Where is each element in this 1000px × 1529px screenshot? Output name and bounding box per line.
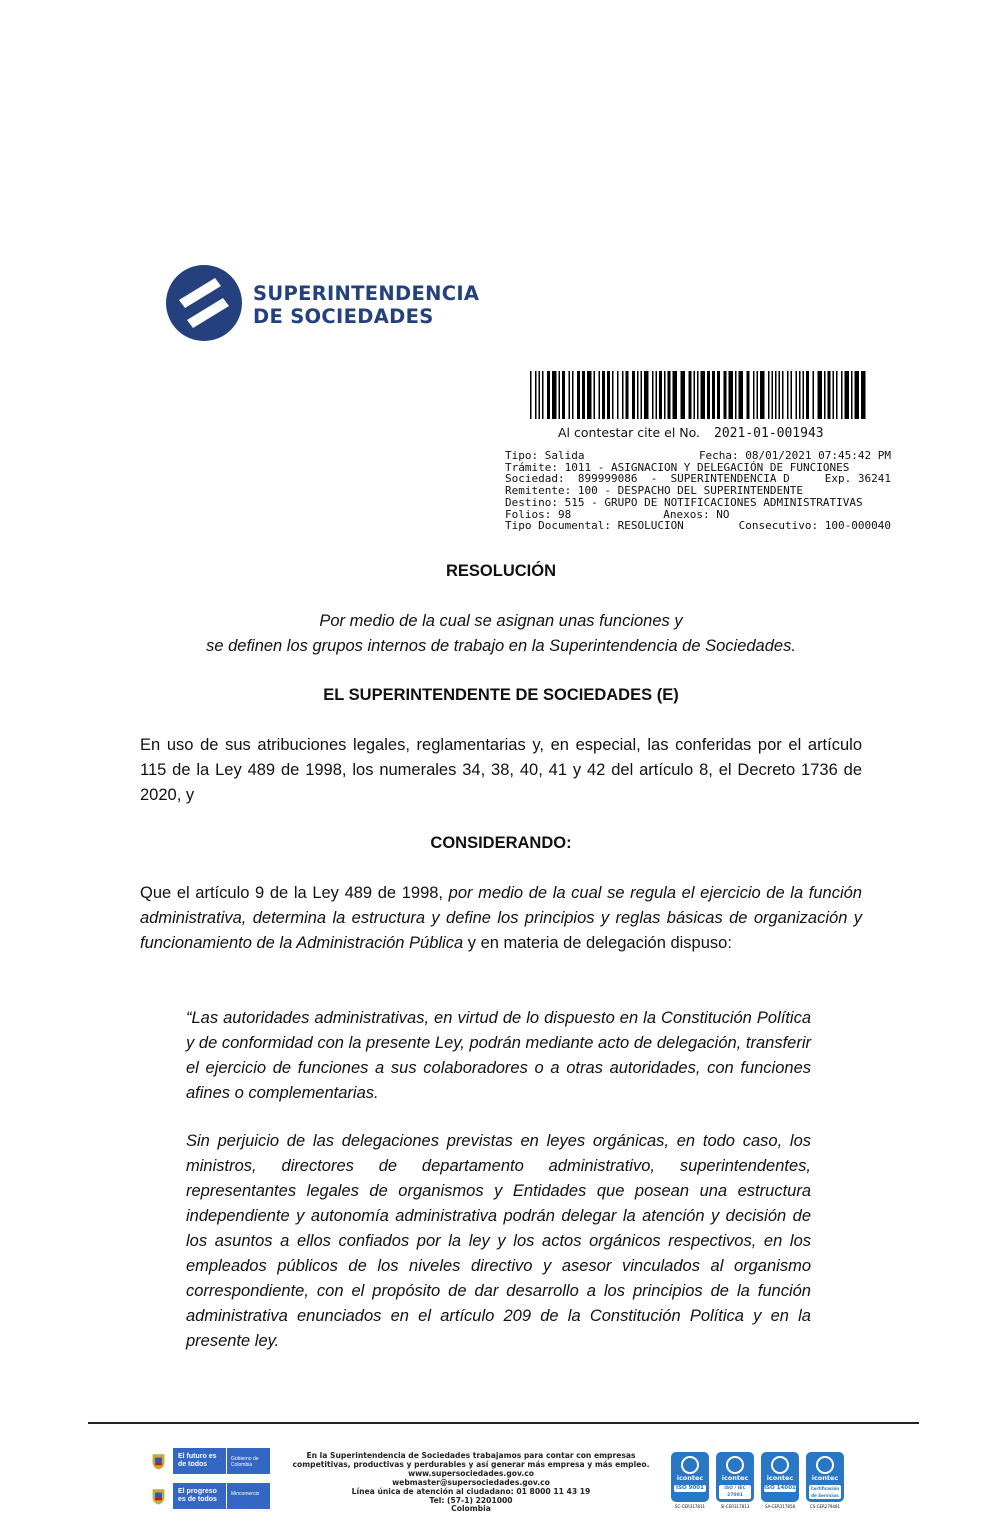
subtitle-line-2: se definen los grupos internos de trabajo en la Superintendencia de Sociedades.	[206, 637, 796, 655]
barcode-bar	[582, 371, 585, 419]
considerando-paragraph-1	[140, 881, 862, 956]
barcode-bar	[828, 371, 831, 419]
iso-code: SA-CER317858	[764, 1504, 796, 1509]
logo-line-1: SUPERINTENDENCIA	[253, 282, 480, 305]
considerando-heading: CONSIDERANDO:	[430, 834, 572, 852]
document-title: RESOLUCIÓN	[445, 562, 556, 580]
barcode-bar	[845, 371, 850, 419]
barcode-bar	[782, 371, 784, 419]
barcode-bar	[659, 371, 662, 419]
barcode-bar	[599, 371, 601, 419]
stamp-exp: Exp. 36241	[824, 472, 891, 486]
barcode-bar	[617, 371, 619, 419]
stamp-destino: Destino: 515 - GRUPO DE NOTIFICACIONES ADMINISTRATIVAS	[505, 495, 863, 509]
cite-number: 2021-01-001943	[714, 426, 824, 441]
barcode-bar	[779, 371, 781, 419]
barcode-bar	[668, 371, 671, 419]
barcode-bar	[701, 371, 706, 419]
quote-paragraph-2: Sin perjuicio de las delegaciones previstas en leyes orgánicas, en todo caso, los ministros, directores de departamento administrativo, superintendentes, representantes legales de organismos y Entidades que posean una estructura independiente y autonomía administrativa podrán delegar la atención y decisión de los asuntos a ellos confiados por la ley y los actos orgánicos respectivos, en los empleados públicos de los niveles directivo y asesor vinculados al organismo correspondiente, con el propósito de dar desarrollo a los principios de la función administrativa enunciados en el artículo 209 de la Constitución Política y en la presente ley.	[186, 1132, 811, 1350]
footer-hotline: Línea única de atención al ciudadano: 01 8000 11 43 19	[351, 1486, 591, 1496]
barcode-bar	[697, 371, 699, 419]
certification-icon	[681, 1456, 699, 1474]
colombia-crest-icon	[150, 1485, 167, 1507]
barcode-bar	[587, 371, 592, 419]
barcode-bar	[707, 371, 710, 419]
barcode-bar	[559, 371, 561, 419]
barcode-bar	[787, 371, 789, 419]
barcode-bar	[673, 371, 678, 419]
barcode-bar	[689, 371, 692, 419]
barcode-bar	[729, 371, 734, 419]
gov-badge-progreso	[150, 1483, 270, 1509]
barcode-bar	[855, 371, 860, 419]
barcode-bar	[552, 371, 557, 419]
barcode-bar	[535, 371, 537, 419]
barcode-bar	[569, 371, 571, 419]
iso-code: SC-CER317811	[674, 1504, 706, 1509]
barcode-bar	[836, 371, 838, 419]
iso-badge-3	[761, 1452, 801, 1512]
barcode-bar	[656, 371, 658, 419]
barcode-bar	[818, 371, 823, 419]
stamp-tipo: Tipo: Salida	[505, 449, 585, 462]
barcode-bar	[694, 371, 696, 419]
barcode-bar	[652, 371, 654, 419]
barcode-bar	[530, 371, 532, 419]
para1-law-title: por medio de la cual se regula el ejercicio de la función administrativa, determina la estructura y define los principios y reglas básicas de organización y funcionamiento de la Administración Pública	[140, 884, 862, 952]
entity-logo	[165, 264, 495, 344]
barcode-bar	[622, 371, 624, 419]
iso-badge-4	[806, 1452, 846, 1512]
barcode-bar	[824, 371, 826, 419]
barcode-bar	[542, 371, 544, 419]
gov1-slogan: El futuro es de todos	[178, 1453, 217, 1468]
barcode-bar	[861, 371, 866, 419]
iso-standard: ISO 14001	[764, 1485, 796, 1491]
iso-badge-2	[716, 1452, 756, 1512]
barcode-bar	[607, 371, 610, 419]
iso-standard: Certificación de Servicios	[810, 1486, 840, 1498]
barcode-bar	[577, 371, 580, 419]
iso-code: SI-CER317813	[720, 1504, 750, 1509]
footer-website: www.supersociedades.gov.co	[408, 1468, 534, 1478]
para1-end: y en materia de delegación dispuso:	[463, 934, 732, 952]
barcode-bar	[791, 371, 793, 419]
colombia-crest-icon	[150, 1450, 167, 1472]
barcode-bar	[799, 371, 801, 419]
barcode-bar	[664, 371, 666, 419]
para1-start: Que el artículo 9 de la Ley 489 de 1998,	[140, 884, 449, 902]
barcode-bar	[632, 371, 635, 419]
filing-stamp	[505, 450, 891, 532]
barcode-bar	[724, 371, 727, 419]
barcode-bar	[626, 371, 629, 419]
cite-label: Al contestar cite el No.	[558, 425, 701, 440]
barcode-bar	[768, 371, 770, 419]
logo-emblem-icon	[165, 264, 243, 342]
barcode-bar	[833, 371, 835, 419]
barcode-bar	[681, 371, 686, 419]
logo-line-2: DE SOCIEDADES	[253, 305, 434, 328]
quote-paragraph-1: “Las autoridades administrativas, en virtud de lo dispuesto en la Constitución Política y de conformidad con la presente Ley, podrán mediante acto de delegación, transferir el ejercicio de funciones a sus colaboradores o a otras autoridades, con funciones afines o complementarias.	[186, 1009, 811, 1102]
barcode-bar	[803, 371, 805, 419]
stamp-tipo-documental: Tipo Documental: RESOLUCION	[505, 519, 684, 533]
subtitle-line-1: Por medio de la cual se asignan unas funciones y	[319, 612, 683, 630]
barcode-bar	[594, 371, 596, 419]
stamp-fecha: Fecha: 08/01/2021 07:45:42 PM	[698, 449, 891, 462]
certification-icon	[816, 1456, 834, 1474]
iso-brand: icontec	[811, 1474, 839, 1482]
barcode-bar	[772, 371, 774, 419]
barcode-bar	[739, 371, 744, 419]
stamp-consecutivo: Consecutivo: 100-000040	[738, 519, 891, 533]
footer-line-2: competitivas, productivas y perdurables y así generar más empresa y más empleo.	[292, 1459, 650, 1469]
barcode-bar	[637, 371, 639, 419]
barcode-bar	[712, 371, 715, 419]
barcode-bar	[747, 371, 750, 419]
footer-divider	[88, 1422, 919, 1424]
stamp-remitente: Remitente: 100 - DESPACHO DEL SUPERINTENDENTE	[505, 484, 804, 498]
gov2-slogan: El progreso es de todos	[178, 1488, 217, 1503]
footer-contact	[290, 1452, 652, 1514]
certification-icon	[726, 1456, 744, 1474]
barcode-bar	[757, 371, 759, 419]
footer-country: Colombia	[451, 1504, 491, 1514]
iso-brand: icontec	[676, 1474, 704, 1482]
barcode	[530, 371, 866, 419]
barcode-bar	[539, 371, 541, 419]
barcode-bar	[717, 371, 720, 419]
gov-badge-futuro	[150, 1448, 270, 1474]
stamp-tramite: Trámite: 1011 - ASIGNACION Y DELEGACIÓN DE FUNCIONES	[505, 460, 850, 474]
gov2-name: Mincomercio	[226, 1483, 270, 1509]
barcode-bar	[753, 371, 755, 419]
footer-phone: Tel: (57-1) 2201000	[429, 1495, 513, 1505]
preamble-paragraph: En uso de sus atribuciones legales, reglamentarias y, en especial, las conferidas por el artículo 115 de la Ley 489 de 1998, los numerales 34, 38, 40, 41 y 42 del artículo 8, el Decreto 1736 de 2020, y	[140, 736, 862, 804]
logo-wordmark	[253, 282, 479, 328]
stamp-sociedad: Sociedad: 899999086 - SUPERINTENDENCIA D	[505, 472, 790, 486]
iso-code: CS-CER279481	[809, 1504, 841, 1509]
iso-badge-1	[671, 1452, 711, 1512]
stamp-anexos: Anexos: NO	[663, 507, 730, 521]
iso-standard: ISO 9001	[674, 1485, 706, 1492]
footer-email: webmaster@supersociedades.gov.co	[392, 1477, 550, 1487]
barcode-bar	[813, 371, 815, 419]
barcode-bar	[547, 371, 550, 419]
barcode-bar	[796, 371, 798, 419]
certification-icon	[771, 1456, 789, 1474]
iso-standard: ISO / IEC 27001	[719, 1485, 751, 1499]
barcode-bar	[851, 371, 853, 419]
iso-brand: icontec	[721, 1474, 749, 1482]
footer-line-1: En la Superintendencia de Sociedades trabajamos para contar con empresas	[306, 1451, 636, 1460]
barcode-bar	[612, 371, 614, 419]
cite-line	[558, 425, 824, 441]
gov1-name: Gobierno de Colombia	[226, 1448, 270, 1474]
document-subtitle	[140, 609, 862, 659]
barcode-bar	[572, 371, 574, 419]
authority-heading: EL SUPERINTENDENTE DE SOCIEDADES (E)	[323, 686, 679, 704]
barcode-bar	[602, 371, 605, 419]
barcode-bar	[760, 371, 765, 419]
stamp-folios: Folios: 98	[505, 507, 572, 521]
barcode-bar	[806, 371, 809, 419]
barcode-bar	[562, 371, 565, 419]
barcode-bar	[641, 371, 643, 419]
barcode-bar	[775, 371, 777, 419]
barcode-bar	[735, 371, 737, 419]
iso-brand: icontec	[766, 1474, 794, 1482]
barcode-bar	[841, 371, 843, 419]
barcode-bar	[644, 371, 649, 419]
